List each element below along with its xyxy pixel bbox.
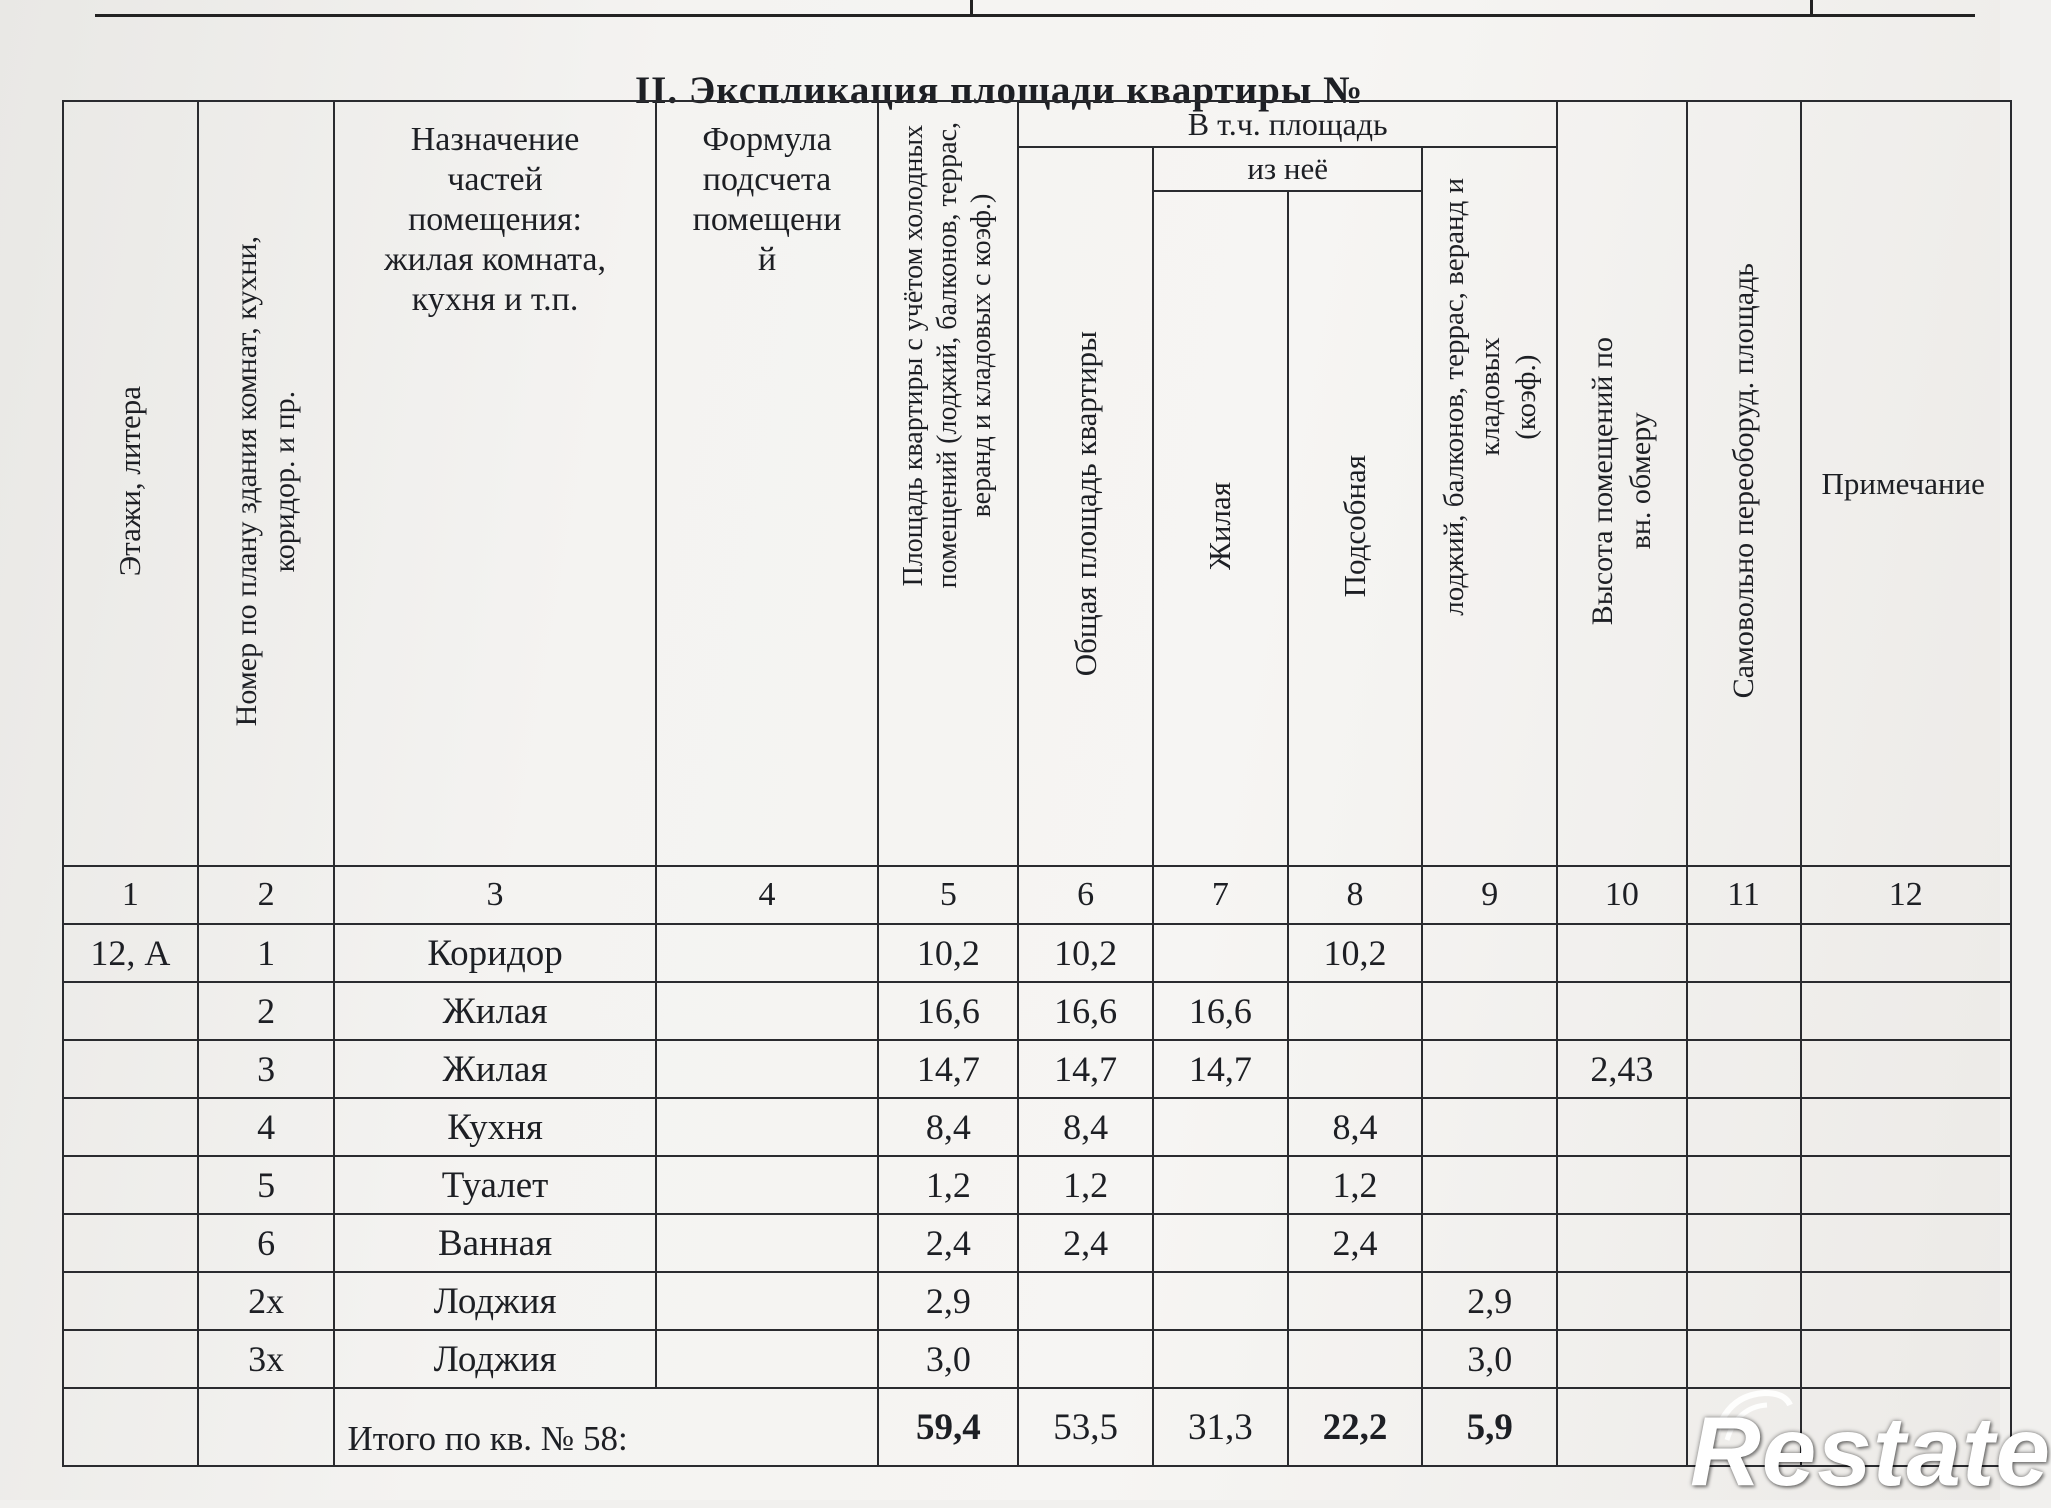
cell-c8: 8,4	[1288, 1098, 1423, 1156]
cell-c11	[1687, 1272, 1801, 1330]
total-c5: 59,4	[878, 1388, 1018, 1466]
col-num: 8	[1288, 866, 1423, 924]
cell-c9	[1422, 982, 1557, 1040]
cell-c10	[1557, 1330, 1687, 1388]
cell-c11	[1687, 1330, 1801, 1388]
header-purpose-l5: кухня и т.п.	[411, 281, 579, 318]
cell-floor	[63, 1272, 198, 1330]
col-num: 2	[198, 866, 335, 924]
cell-c7	[1153, 1214, 1288, 1272]
header-note: Примечание	[1801, 101, 2011, 866]
cell-c12	[1801, 924, 2011, 982]
header-purpose-l2: частей	[447, 161, 543, 198]
cell-formula	[656, 1098, 879, 1156]
header-c9-l2: кладовых	[1473, 337, 1506, 457]
col-num: 5	[878, 866, 1018, 924]
cell-c12	[1801, 1098, 2011, 1156]
cell-c9: 3,0	[1422, 1330, 1557, 1388]
col-num: 11	[1687, 866, 1801, 924]
total-c6: 53,5	[1018, 1388, 1153, 1466]
col-num: 3	[334, 866, 655, 924]
cell-c7	[1153, 1330, 1288, 1388]
header-formula-l1: Формула	[702, 121, 832, 158]
cell-floor	[63, 1330, 198, 1388]
header-c9-l1: лоджий, балконов, террас, веранд и	[1437, 178, 1470, 616]
cell-c5: 2,4	[878, 1214, 1018, 1272]
table-row	[63, 1272, 2011, 1330]
cell-c9	[1422, 1098, 1557, 1156]
header-plan-number-line1: Номер по плану здания комнат, кухни,	[230, 235, 264, 727]
cell-floor	[63, 1214, 198, 1272]
header-plan-number	[198, 101, 335, 866]
header-purpose-l1: Назначение	[410, 121, 580, 158]
cell-c6: 16,6	[1018, 982, 1153, 1040]
header-formula-l4: й	[757, 241, 777, 278]
col-num: 9	[1422, 866, 1557, 924]
header-c5-l1: Площадь квартиры с учётом холодных	[898, 124, 930, 586]
cell-name: Лоджия	[334, 1330, 655, 1388]
cell-c8: 1,2	[1288, 1156, 1423, 1214]
col-num: 6	[1018, 866, 1153, 924]
cell-formula	[656, 1040, 879, 1098]
cell-c7: 16,6	[1153, 982, 1288, 1040]
header-c5-l3: веранд и кладовых с коэф.)	[966, 193, 998, 518]
total-c9: 5,9	[1422, 1388, 1557, 1466]
col-num: 12	[1801, 866, 2011, 924]
cell-c12	[1801, 982, 2011, 1040]
cell-formula	[656, 1330, 879, 1388]
cell-c10	[1557, 1156, 1687, 1214]
cell-c10	[1557, 1272, 1687, 1330]
cell-num: 2х	[198, 1272, 335, 1330]
column-number-row	[63, 866, 2011, 924]
cell-num: 6	[198, 1214, 335, 1272]
cell-c12	[1801, 1040, 2011, 1098]
cell-c11	[1687, 1040, 1801, 1098]
cell-c8: 10,2	[1288, 924, 1423, 982]
cell-c7	[1153, 1098, 1288, 1156]
cell-c5: 8,4	[878, 1098, 1018, 1156]
header-total-area-with-cold	[878, 101, 1018, 866]
cell-c7	[1153, 1272, 1288, 1330]
col-num: 7	[1153, 866, 1288, 924]
cell-formula	[656, 924, 879, 982]
cell-c5: 1,2	[878, 1156, 1018, 1214]
cell-num: 1	[198, 924, 335, 982]
cell-c7	[1153, 924, 1288, 982]
cell-c8	[1288, 1330, 1423, 1388]
cell-c12	[1801, 1214, 2011, 1272]
table-row	[63, 1040, 2011, 1098]
cell-c12	[1801, 1330, 2011, 1388]
cell-num: 3х	[198, 1330, 335, 1388]
cell-name: Туалет	[334, 1156, 655, 1214]
header-c10-l1: Высота помещений по	[1585, 336, 1619, 626]
cell-floor	[63, 1098, 198, 1156]
header-living: Жилая	[1153, 191, 1288, 866]
table-row	[63, 1214, 2011, 1272]
cell-c6: 1,2	[1018, 1156, 1153, 1214]
cell-c11	[1687, 1214, 1801, 1272]
header-incl-area: В т.ч. площадь	[1018, 101, 1557, 147]
col-num: 1	[63, 866, 198, 924]
header-purpose-l4: жилая комната,	[384, 241, 606, 278]
cell-floor	[63, 982, 198, 1040]
cell-c10	[1557, 924, 1687, 982]
cell-c6	[1018, 1330, 1153, 1388]
cell-c11	[1687, 1098, 1801, 1156]
header-total-apartment-area: Общая площадь квартиры	[1018, 147, 1153, 866]
cell-c11	[1687, 924, 1801, 982]
cell-c5: 16,6	[878, 982, 1018, 1040]
cell-c6: 2,4	[1018, 1214, 1153, 1272]
cell-formula	[656, 1214, 879, 1272]
cell-name: Коридор	[334, 924, 655, 982]
header-purpose-l3: помещения:	[408, 201, 582, 238]
table-row	[63, 1156, 2011, 1214]
cell-c10	[1557, 982, 1687, 1040]
cell-c11	[1687, 1156, 1801, 1214]
cell-c6: 10,2	[1018, 924, 1153, 982]
header-c5-l2: помещений (лоджий, балконов, террас,	[932, 122, 964, 589]
total-c8: 22,2	[1288, 1388, 1423, 1466]
table-row	[63, 924, 2011, 982]
cell-formula	[656, 982, 879, 1040]
cell-floor	[63, 1388, 198, 1466]
cell-c6: 14,7	[1018, 1040, 1153, 1098]
cell-formula	[656, 1156, 879, 1214]
cell-name: Ванная	[334, 1214, 655, 1272]
header-floor	[63, 101, 198, 866]
cell-num: 4	[198, 1098, 335, 1156]
watermark: Restate	[1690, 1396, 2051, 1506]
header-c9-l3: (коэф.)	[1509, 354, 1542, 440]
cell-name: Кухня	[334, 1098, 655, 1156]
col-num: 10	[1557, 866, 1687, 924]
cell-c6	[1018, 1272, 1153, 1330]
table-row	[63, 1098, 2011, 1156]
header-height	[1557, 101, 1687, 866]
col-num: 4	[656, 866, 879, 924]
cell-c12	[1801, 1272, 2011, 1330]
cell-c10	[1557, 1098, 1687, 1156]
cell-c9	[1422, 1040, 1557, 1098]
cell-name: Лоджия	[334, 1272, 655, 1330]
cell-c10: 2,43	[1557, 1040, 1687, 1098]
cell-c9: 2,9	[1422, 1272, 1557, 1330]
header-plan-number-line2: коридор. и пр.	[268, 390, 302, 572]
total-label: Итого по кв. № 58:	[334, 1388, 878, 1466]
cell-c5: 2,9	[878, 1272, 1018, 1330]
cell-c9	[1422, 924, 1557, 982]
table-row	[63, 1330, 2011, 1388]
table-row	[63, 982, 2011, 1040]
header-floor-text: Этажи, литера	[112, 385, 148, 577]
cell-c8: 2,4	[1288, 1214, 1423, 1272]
cell-floor	[63, 1156, 198, 1214]
cell-c6: 8,4	[1018, 1098, 1153, 1156]
header-formula-l3: помещени	[692, 201, 842, 238]
cell-c7	[1153, 1156, 1288, 1214]
cell-floor: 12, А	[63, 924, 198, 982]
document-title: II. Экспликация площади квартиры №	[635, 69, 1364, 112]
previous-table-edge	[95, 0, 1975, 17]
cell-num: 3	[198, 1040, 335, 1098]
cell-c5: 3,0	[878, 1330, 1018, 1388]
header-row-1	[63, 101, 2011, 147]
cell-formula	[656, 1272, 879, 1330]
cell-c5: 10,2	[878, 924, 1018, 982]
header-auxiliary: Подсобная	[1288, 191, 1423, 866]
cell-c9	[1422, 1214, 1557, 1272]
header-self-converted: Самовольно переоборуд. площадь	[1687, 101, 1801, 866]
cell-c7: 14,7	[1153, 1040, 1288, 1098]
cell-c8	[1288, 1272, 1423, 1330]
cell-num: 5	[198, 1156, 335, 1214]
header-formula	[656, 101, 879, 866]
header-formula-l2: подсчета	[702, 161, 832, 198]
explication-table	[62, 100, 2012, 1467]
cell-c5: 14,7	[878, 1040, 1018, 1098]
total-c7: 31,3	[1153, 1388, 1288, 1466]
header-loggias	[1422, 147, 1557, 866]
cell-num: 2	[198, 982, 335, 1040]
cell-floor	[63, 1040, 198, 1098]
cell-c12	[1801, 1156, 2011, 1214]
cell-c9	[1422, 1156, 1557, 1214]
total-c10	[1557, 1388, 1687, 1466]
header-of-which: из неё	[1153, 147, 1422, 191]
header-purpose	[334, 101, 655, 866]
cell-c11	[1687, 982, 1801, 1040]
cell-c8	[1288, 1040, 1423, 1098]
cell-c10	[1557, 1214, 1687, 1272]
cell-num	[198, 1388, 335, 1466]
cell-c8	[1288, 982, 1423, 1040]
header-c10-l2: вн. обмеру	[1623, 412, 1657, 550]
cell-name: Жилая	[334, 982, 655, 1040]
cell-name: Жилая	[334, 1040, 655, 1098]
